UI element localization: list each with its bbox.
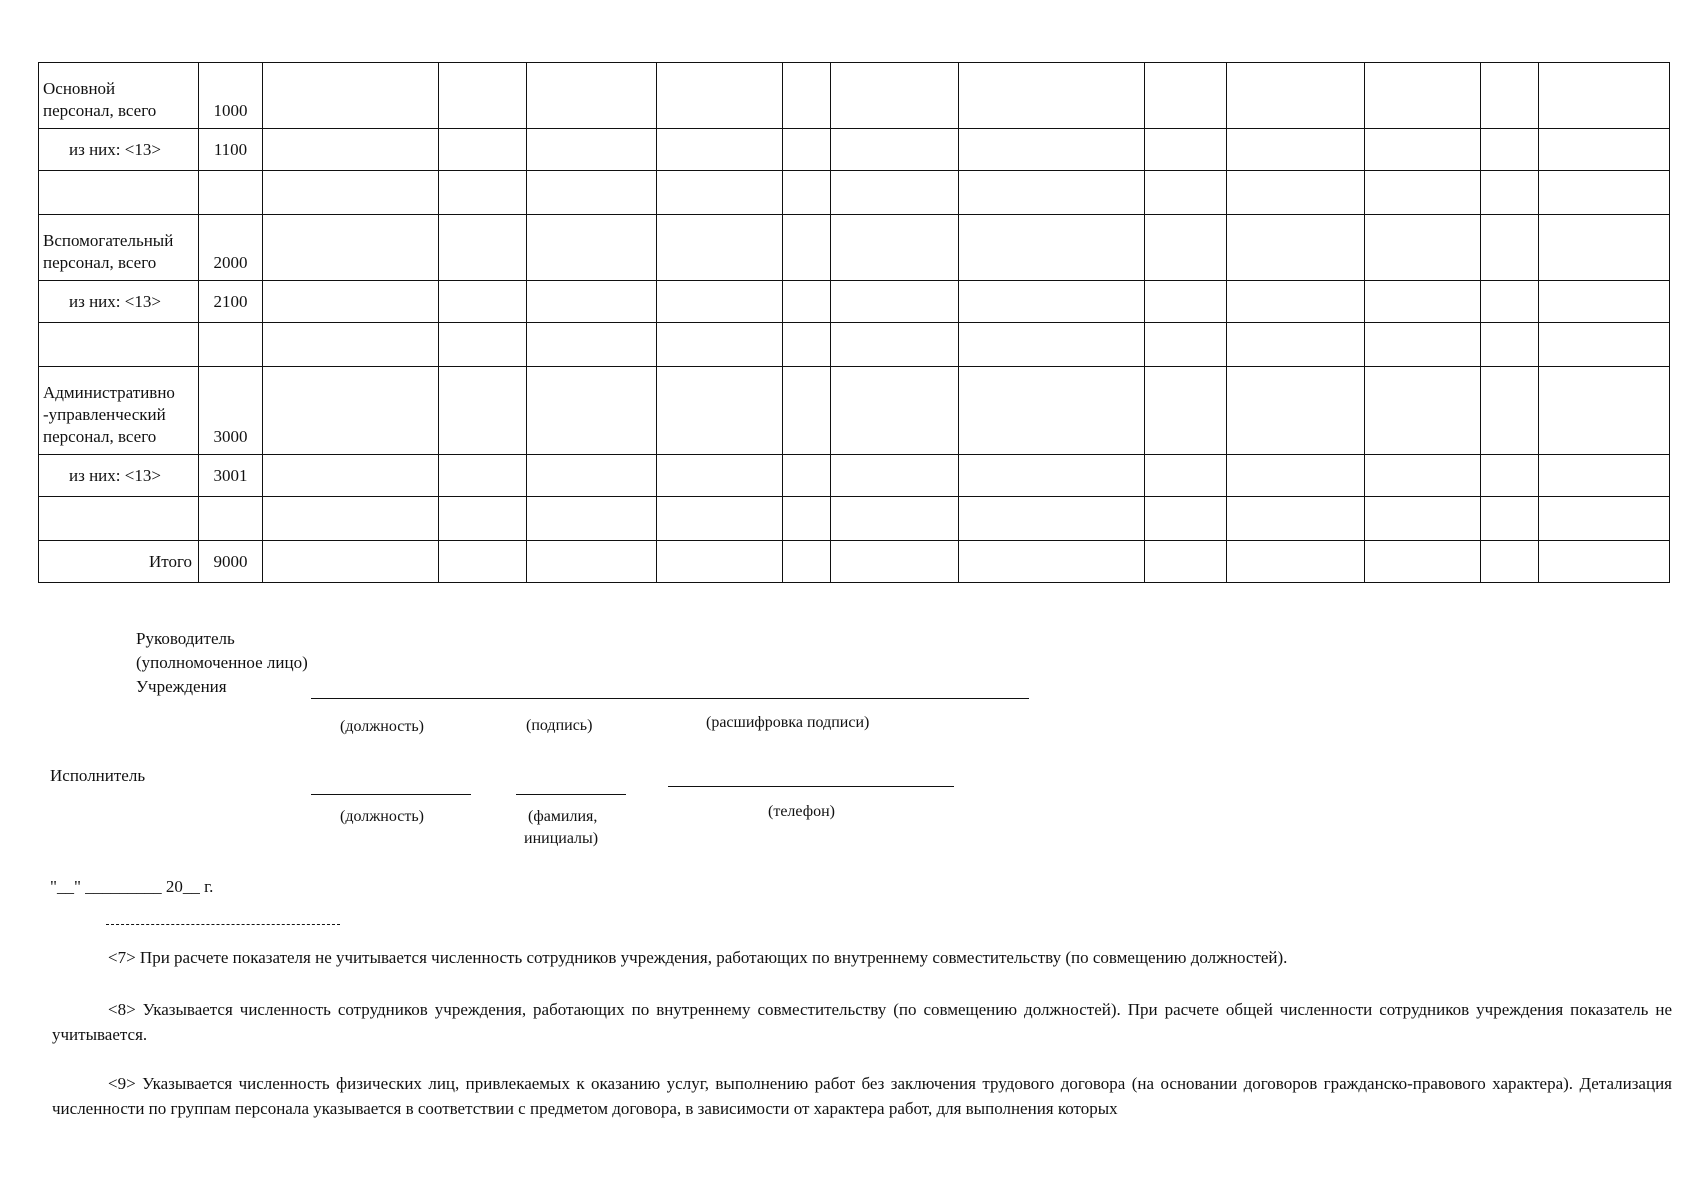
empty-cell [783, 281, 831, 323]
empty-cell [439, 215, 527, 281]
empty-cell [1227, 63, 1365, 129]
empty-cell [1145, 323, 1227, 367]
empty-cell [1365, 215, 1481, 281]
empty-cell [1481, 455, 1539, 497]
empty-cell [1365, 455, 1481, 497]
empty-cell [657, 455, 783, 497]
empty-cell [959, 171, 1145, 215]
empty-cell [1481, 129, 1539, 171]
empty-cell [1481, 541, 1539, 583]
executor-position-line [311, 794, 471, 795]
head-label-2: (уполномоченное лицо) [136, 653, 308, 672]
table-row [39, 541, 1670, 583]
empty-cell [439, 367, 527, 455]
empty-cell [527, 541, 657, 583]
empty-cell [527, 497, 657, 541]
empty-cell [657, 129, 783, 171]
empty-cell [783, 323, 831, 367]
empty-cell [1365, 281, 1481, 323]
table-row [39, 323, 1670, 367]
empty-cell [1365, 367, 1481, 455]
empty-cell [1227, 497, 1365, 541]
caption-position: (должность) [340, 718, 424, 735]
table-row [39, 367, 1670, 455]
empty-cell [831, 323, 959, 367]
empty-cell [439, 541, 527, 583]
empty-cell [1145, 171, 1227, 215]
empty-cell [1227, 367, 1365, 455]
row-code: 3001 [199, 455, 263, 497]
empty-cell [1539, 497, 1670, 541]
empty-cell [1539, 129, 1670, 171]
row-label: Административно -управленческий персонал, всего [39, 367, 199, 455]
empty-cell [439, 323, 527, 367]
empty-cell [1145, 455, 1227, 497]
empty-cell [959, 455, 1145, 497]
empty-cell [263, 171, 439, 215]
date-line: "__" _________ 20__ г. [50, 877, 214, 896]
empty-cell [783, 129, 831, 171]
empty-cell [1227, 215, 1365, 281]
empty-cell [527, 455, 657, 497]
empty-cell [1481, 281, 1539, 323]
empty-cell [263, 129, 439, 171]
footnote-7: <7> При расчете показателя не учитывается численность сотрудников учреждения, работающих по внутреннему совместительству (по совмещению должностей). [108, 948, 1288, 967]
empty-cell [1365, 129, 1481, 171]
empty-cell [439, 497, 527, 541]
empty-cell [657, 497, 783, 541]
empty-cell [783, 171, 831, 215]
table-row [39, 171, 1670, 215]
empty-cell [831, 497, 959, 541]
empty-cell [831, 129, 959, 171]
row-label: Основной персонал, всего [39, 63, 199, 129]
empty-cell [439, 63, 527, 129]
table-row [39, 129, 1670, 171]
empty-cell [439, 455, 527, 497]
empty-cell [263, 323, 439, 367]
table-row [39, 497, 1670, 541]
empty-cell [831, 281, 959, 323]
row-code: 3000 [199, 367, 263, 455]
caption-signature: (подпись) [526, 717, 593, 734]
empty-cell [1539, 63, 1670, 129]
empty-cell [1145, 215, 1227, 281]
empty-cell [263, 497, 439, 541]
empty-cell [783, 455, 831, 497]
empty-cell [527, 129, 657, 171]
row-label [39, 497, 199, 541]
empty-cell [1227, 281, 1365, 323]
empty-cell [657, 63, 783, 129]
empty-cell [1227, 455, 1365, 497]
executor-name-line [516, 794, 626, 795]
empty-cell [1227, 541, 1365, 583]
empty-cell [263, 541, 439, 583]
executor-phone-line [668, 786, 954, 787]
empty-cell [959, 541, 1145, 583]
empty-cell [783, 63, 831, 129]
row-label: из них: <13> [39, 455, 199, 497]
empty-cell [831, 215, 959, 281]
empty-cell [527, 171, 657, 215]
empty-cell [1539, 171, 1670, 215]
table-row [39, 63, 1670, 129]
caption-position-2: (должность) [340, 808, 424, 825]
row-code: 9000 [199, 541, 263, 583]
empty-cell [657, 281, 783, 323]
empty-cell [263, 455, 439, 497]
caption-name-1: (фамилия, [528, 808, 598, 825]
empty-cell [1227, 323, 1365, 367]
empty-cell [657, 541, 783, 583]
staff-table [38, 62, 1670, 583]
empty-cell [959, 367, 1145, 455]
empty-cell [263, 63, 439, 129]
empty-cell [657, 323, 783, 367]
empty-cell [527, 323, 657, 367]
empty-cell [959, 323, 1145, 367]
table-row [39, 215, 1670, 281]
empty-cell [783, 367, 831, 455]
head-label-3: Учреждения [136, 677, 227, 696]
empty-cell [1365, 497, 1481, 541]
empty-cell [1365, 323, 1481, 367]
empty-cell [831, 455, 959, 497]
empty-cell [1481, 323, 1539, 367]
row-label: из них: <13> [39, 129, 199, 171]
empty-cell [1227, 129, 1365, 171]
empty-cell [1539, 281, 1670, 323]
empty-cell [263, 215, 439, 281]
row-code [199, 171, 263, 215]
row-label: Вспомогательный персонал, всего [39, 215, 199, 281]
empty-cell [1539, 215, 1670, 281]
empty-cell [263, 281, 439, 323]
empty-cell [1145, 497, 1227, 541]
row-label: из них: <13> [39, 281, 199, 323]
empty-cell [1145, 541, 1227, 583]
row-code: 1000 [199, 63, 263, 129]
row-label [39, 323, 199, 367]
empty-cell [439, 171, 527, 215]
empty-cell [439, 281, 527, 323]
row-code [199, 497, 263, 541]
empty-cell [831, 171, 959, 215]
empty-cell [1481, 63, 1539, 129]
table-row [39, 281, 1670, 323]
empty-cell [1365, 63, 1481, 129]
executor-label: Исполнитель [50, 766, 146, 785]
empty-cell [1365, 171, 1481, 215]
footnote-8: <8> Указывается численность сотрудников учреждения, работающих по внутреннему совместительству (по совмещению должностей). При расчете общей численности сотрудников учреждения показатель не учитывается. [52, 1000, 1672, 1044]
empty-cell [1227, 171, 1365, 215]
row-label [39, 171, 199, 215]
empty-cell [783, 215, 831, 281]
empty-cell [527, 63, 657, 129]
empty-cell [527, 215, 657, 281]
empty-cell [1539, 367, 1670, 455]
row-code: 2000 [199, 215, 263, 281]
empty-cell [959, 497, 1145, 541]
empty-cell [657, 171, 783, 215]
table-row [39, 455, 1670, 497]
empty-cell [831, 367, 959, 455]
empty-cell [1145, 367, 1227, 455]
head-signature-line [311, 698, 1029, 699]
row-label: Итого [39, 541, 199, 583]
empty-cell [263, 367, 439, 455]
empty-cell [1539, 323, 1670, 367]
empty-cell [439, 129, 527, 171]
caption-signature-decoding: (расшифровка подписи) [706, 714, 870, 731]
empty-cell [1145, 281, 1227, 323]
footnote-separator [106, 924, 340, 925]
caption-name-2: инициалы) [524, 830, 599, 847]
empty-cell [783, 541, 831, 583]
head-label-1: Руководитель [136, 629, 235, 648]
empty-cell [1539, 541, 1670, 583]
empty-cell [1481, 497, 1539, 541]
empty-cell [1145, 129, 1227, 171]
empty-cell [959, 63, 1145, 129]
empty-cell [1145, 63, 1227, 129]
empty-cell [527, 281, 657, 323]
empty-cell [783, 497, 831, 541]
row-code [199, 323, 263, 367]
empty-cell [527, 367, 657, 455]
footnote-9: <9> Указывается численность физических лиц, привлекаемых к оказанию услуг, выполнению работ без заключения трудового договора (на основании договоров гражданско-правового характера). Детализация численности по группам персонала указывается в соответствии с предметом договора, в зависимости от характера работ, для выполнения которых [52, 1074, 1672, 1118]
empty-cell [1539, 455, 1670, 497]
empty-cell [959, 129, 1145, 171]
caption-phone: (телефон) [768, 803, 835, 820]
empty-cell [1365, 541, 1481, 583]
empty-cell [1481, 367, 1539, 455]
empty-cell [831, 541, 959, 583]
empty-cell [1481, 171, 1539, 215]
empty-cell [657, 367, 783, 455]
empty-cell [657, 215, 783, 281]
empty-cell [1481, 215, 1539, 281]
row-code: 1100 [199, 129, 263, 171]
empty-cell [831, 63, 959, 129]
empty-cell [959, 281, 1145, 323]
empty-cell [959, 215, 1145, 281]
row-code: 2100 [199, 281, 263, 323]
